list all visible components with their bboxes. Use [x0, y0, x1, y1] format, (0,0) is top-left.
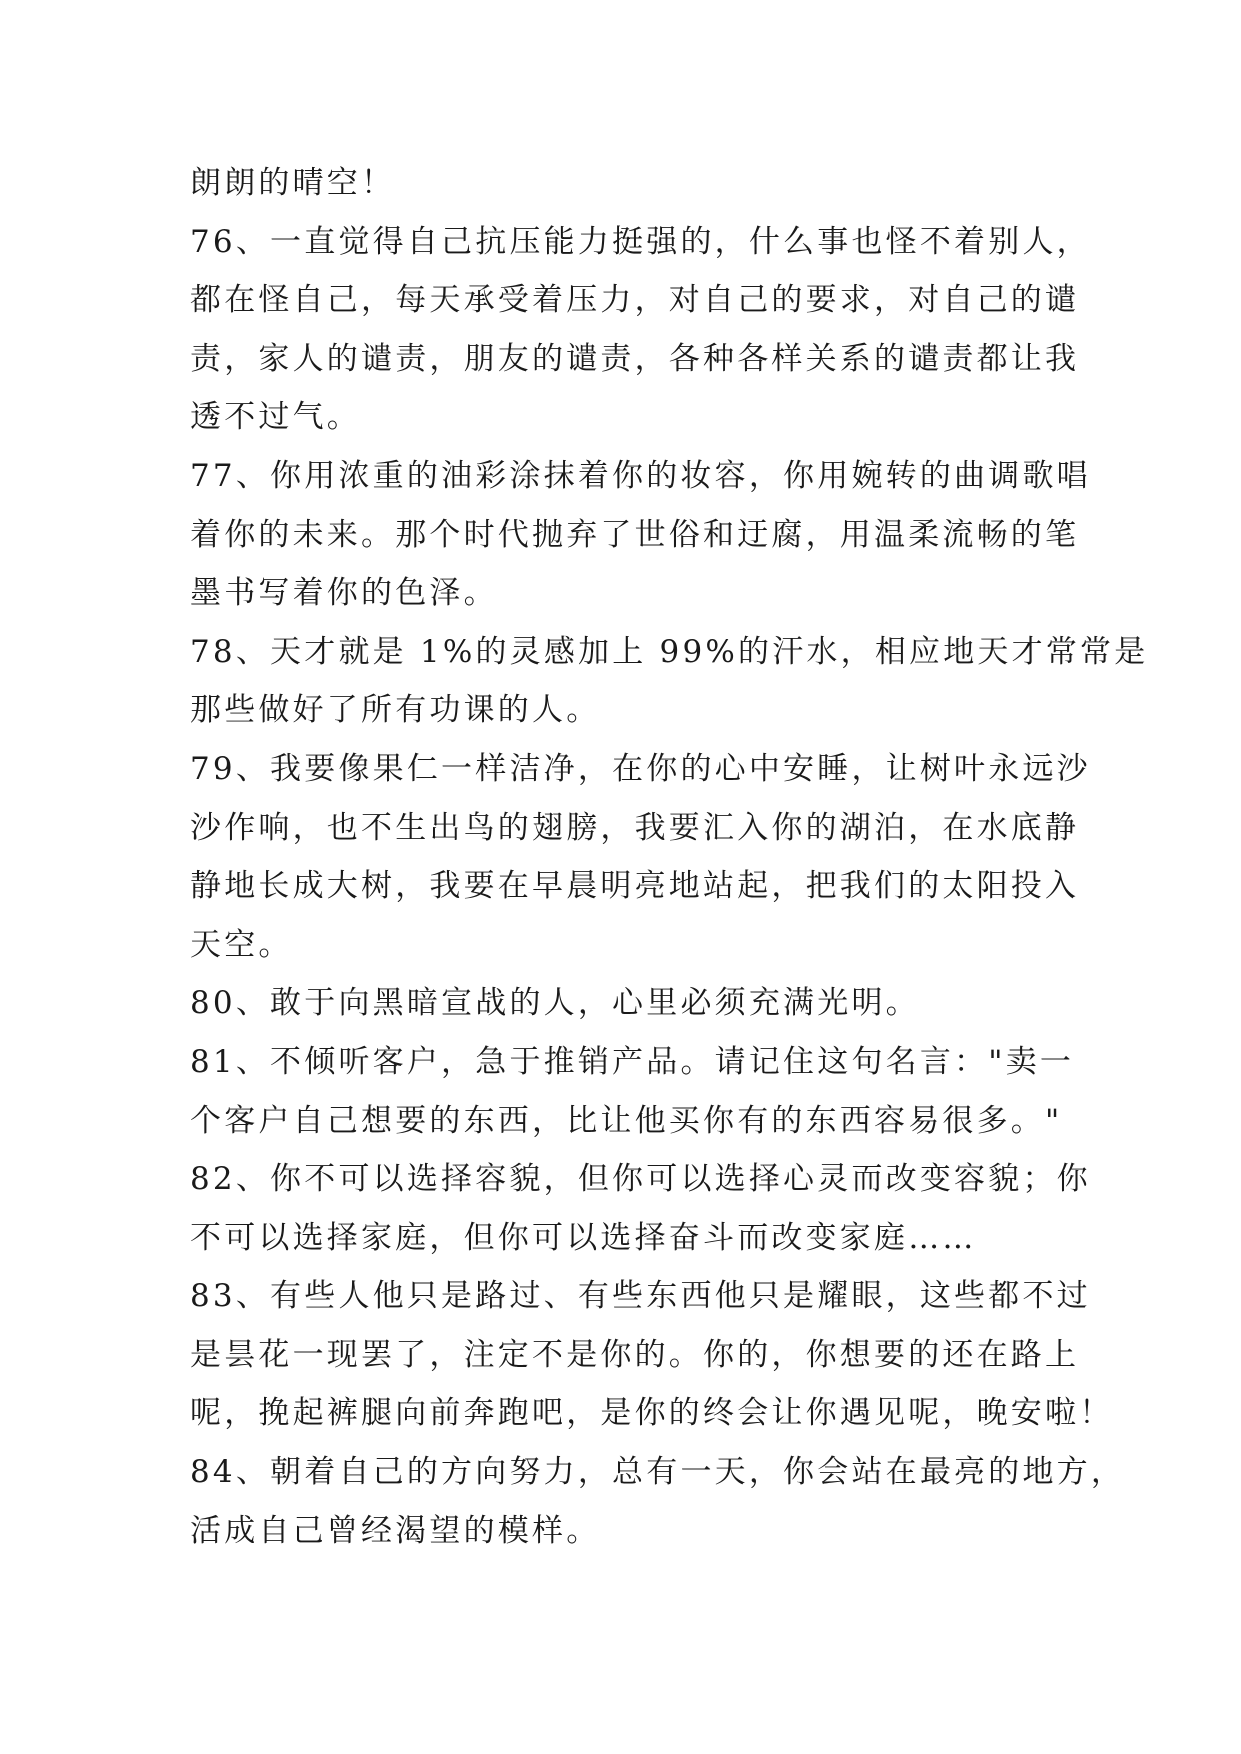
text-line: 朗朗的晴空！ — [190, 165, 396, 201]
text-line: 76、一直觉得自己抗压能力挺强的，什么事也怪不着别人， — [190, 223, 1091, 260]
text-line: 沙作响，也不生出鸟的翅膀，我要汇入你的湖泊，在水底静 — [190, 809, 1080, 846]
text-line: 81、不倾听客户，急于推销产品。请记住这句名言："卖一 — [190, 1043, 1075, 1080]
text-line: 80、敢于向黑暗宣战的人，心里必须充满光明。 — [190, 985, 920, 1022]
document-body — [190, 154, 1149, 1560]
text-line: 是昙花一现罢了，注定不是你的。你的，你想要的还在路上 — [190, 1336, 1080, 1373]
text-line: 透不过气。 — [190, 399, 361, 436]
text-line: 那些做好了所有功课的人。 — [190, 692, 601, 729]
text-line: 墨书写着你的色泽。 — [190, 575, 498, 612]
text-line: 活成自己曾经渴望的模样。 — [190, 1512, 601, 1549]
text-line: 责，家人的谴责，朋友的谴责，各种各样关系的谴责都让我 — [190, 340, 1080, 377]
text-line: 82、你不可以选择容貌，但你可以选择心灵而改变容貌；你 — [190, 1161, 1091, 1198]
text-line: 个客户自己想要的东西，比让他买你有的东西容易很多。" — [190, 1102, 1063, 1139]
text-line: 84、朝着自己的方向努力，总有一天，你会站在最亮的地方， — [190, 1454, 1126, 1491]
text-line: 79、我要像果仁一样洁净，在你的心中安睡，让树叶永远沙 — [190, 750, 1091, 787]
text-line: 天空。 — [190, 926, 293, 963]
text-line: 77、你用浓重的油彩涂抹着你的妆容，你用婉转的曲调歌唱 — [190, 457, 1091, 494]
text-line: 78、天才就是 1%的灵感加上 99%的汗水，相应地天才常常是 — [190, 633, 1149, 670]
text-line: 着你的未来。那个时代抛弃了世俗和迂腐，用温柔流畅的笔 — [190, 516, 1080, 553]
text-line: 不可以选择家庭，但你可以选择奋斗而改变家庭…… — [190, 1219, 977, 1256]
text-line: 83、有些人他只是路过、有些东西他只是耀眼，这些都不过 — [190, 1278, 1091, 1315]
text-line: 都在怪自己，每天承受着压力，对自己的要求，对自己的谴 — [190, 282, 1080, 319]
text-line: 静地长成大树，我要在早晨明亮地站起，把我们的太阳投入 — [190, 868, 1080, 905]
text-line: 呢，挽起裤腿向前奔跑吧，是你的终会让你遇见呢，晚安啦！ — [190, 1395, 1114, 1432]
